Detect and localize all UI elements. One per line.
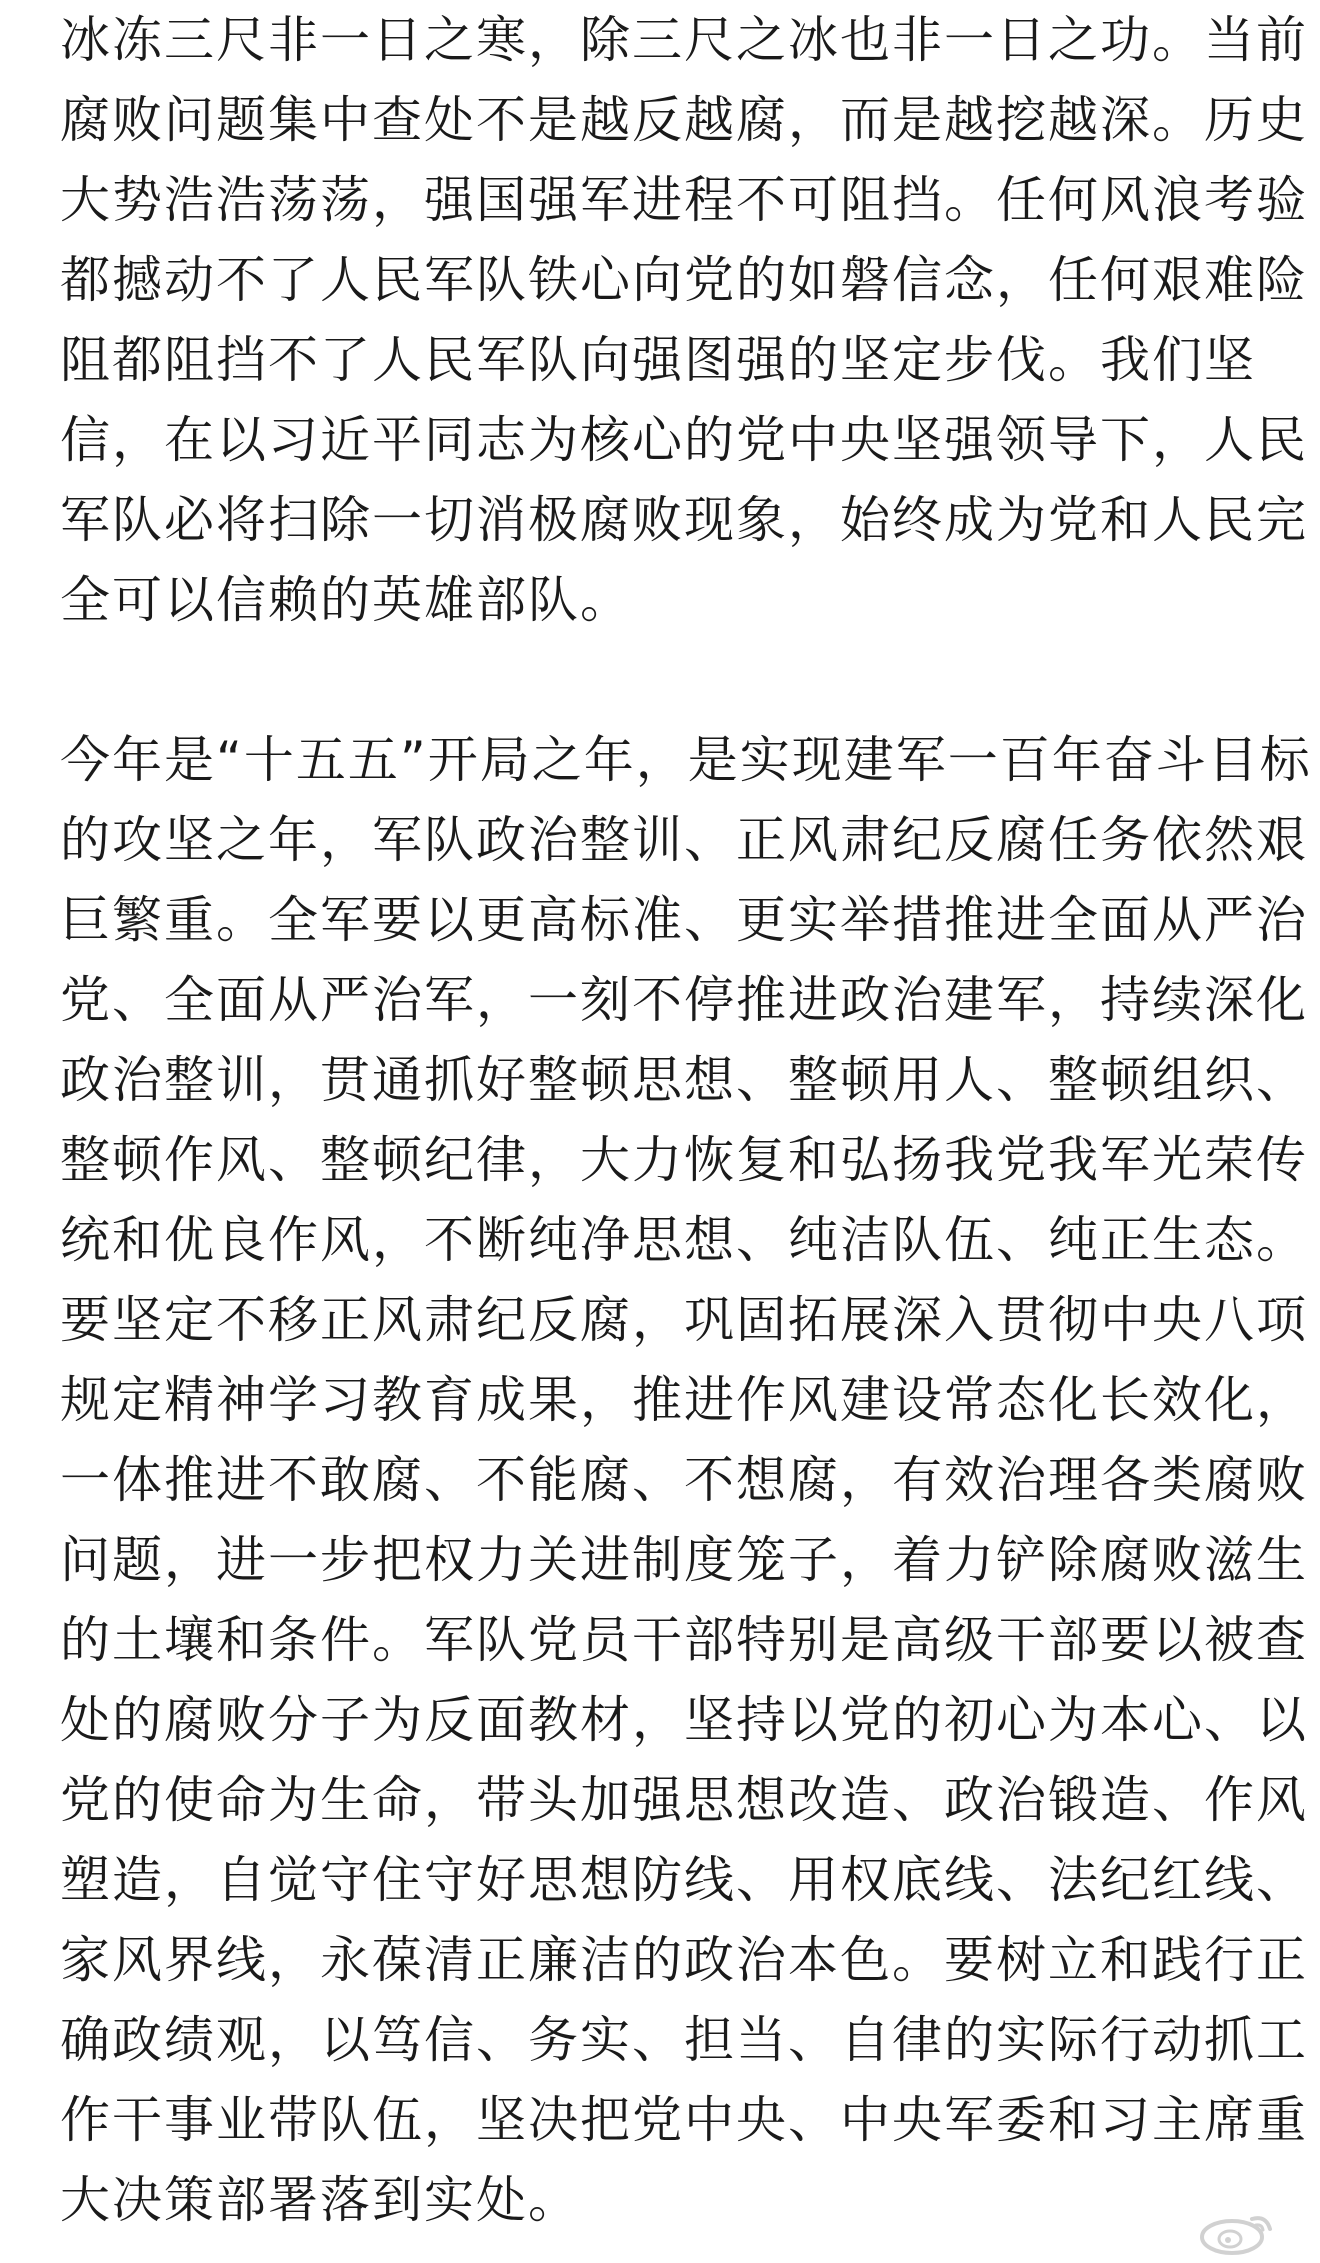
text-line: 塑造，自觉守住守好思想防线、用权底线、法纪红线、 [60,1851,1308,1909]
paragraph-gap [60,640,1260,720]
text-line: 整顿作风、整顿纪律，大力恢复和弘扬我党我军光荣传 [60,1131,1308,1189]
text-line: 统和优良作风，不断纯净思想、纯洁队伍、纯正生态。 [60,1211,1308,1269]
text-line: 军队必将扫除一切消极腐败现象，始终成为党和人民完 [60,491,1308,549]
text-line: 信，在以习近平同志为核心的党中央坚强领导下，人民 [60,411,1308,469]
text-line: 确政绩观，以笃信、务实、担当、自律的实际行动抓工 [60,2011,1308,2069]
text-line: 规定精神学习教育成果，推进作风建设常态化长效化， [60,1371,1308,1429]
text-line: 的土壤和条件。军队党员干部特别是高级干部要以被查 [60,1611,1308,1669]
text-line: 作干事业带队伍，坚决把党中央、中央军委和习主席重 [60,2091,1308,2149]
text-line: 问题，进一步把权力关进制度笼子，着力铲除腐败滋生 [60,1531,1308,1589]
paragraph-2 [60,720,1312,2240]
text-line: 大决策部署落到实处。 [60,2171,580,2229]
text-line: 大势浩浩荡荡，强国强军进程不可阻挡。任何风浪考验 [60,171,1308,229]
text-line: 要坚定不移正风肃纪反腐，巩固拓展深入贯彻中央八项 [60,1291,1308,1349]
text-line: 阻都阻挡不了人民军队向强图强的坚定步伐。我们坚 [60,331,1256,389]
text-line: 巨繁重。全军要以更高标准、更实举措推进全面从严治 [60,891,1308,949]
text-line: 党、全面从严治军，一刻不停推进政治建军，持续深化 [60,971,1308,1029]
text-line: 腐败问题集中查处不是越反越腐，而是越挖越深。历史 [60,91,1308,149]
text-line: 一体推进不敢腐、不能腐、不想腐，有效治理各类腐败 [60,1451,1308,1509]
text-line: 今年是“十五五”开局之年，是实现建军一百年奋斗目标 [60,731,1312,789]
text-line: 全可以信赖的英雄部队。 [60,571,632,629]
article-body [60,0,1312,2240]
text-line: 冰冻三尺非一日之寒，除三尺之冰也非一日之功。当前 [60,11,1308,69]
text-line: 都撼动不了人民军队铁心向党的如磐信念，任何艰难险 [60,251,1308,309]
paragraph-1 [60,0,1308,640]
text-line: 党的使命为生命，带头加强思想改造、政治锻造、作风 [60,1771,1308,1829]
text-line: 的攻坚之年，军队政治整训、正风肃纪反腐任务依然艰 [60,811,1308,869]
text-line: 家风界线，永葆清正廉洁的政治本色。要树立和践行正 [60,1931,1308,1989]
text-line: 政治整训，贯通抓好整顿思想、整顿用人、整顿组织、 [60,1051,1308,1109]
text-line: 处的腐败分子为反面教材，坚持以党的初心为本心、以 [60,1691,1308,1749]
weibo-logo-icon [1190,2209,1280,2257]
